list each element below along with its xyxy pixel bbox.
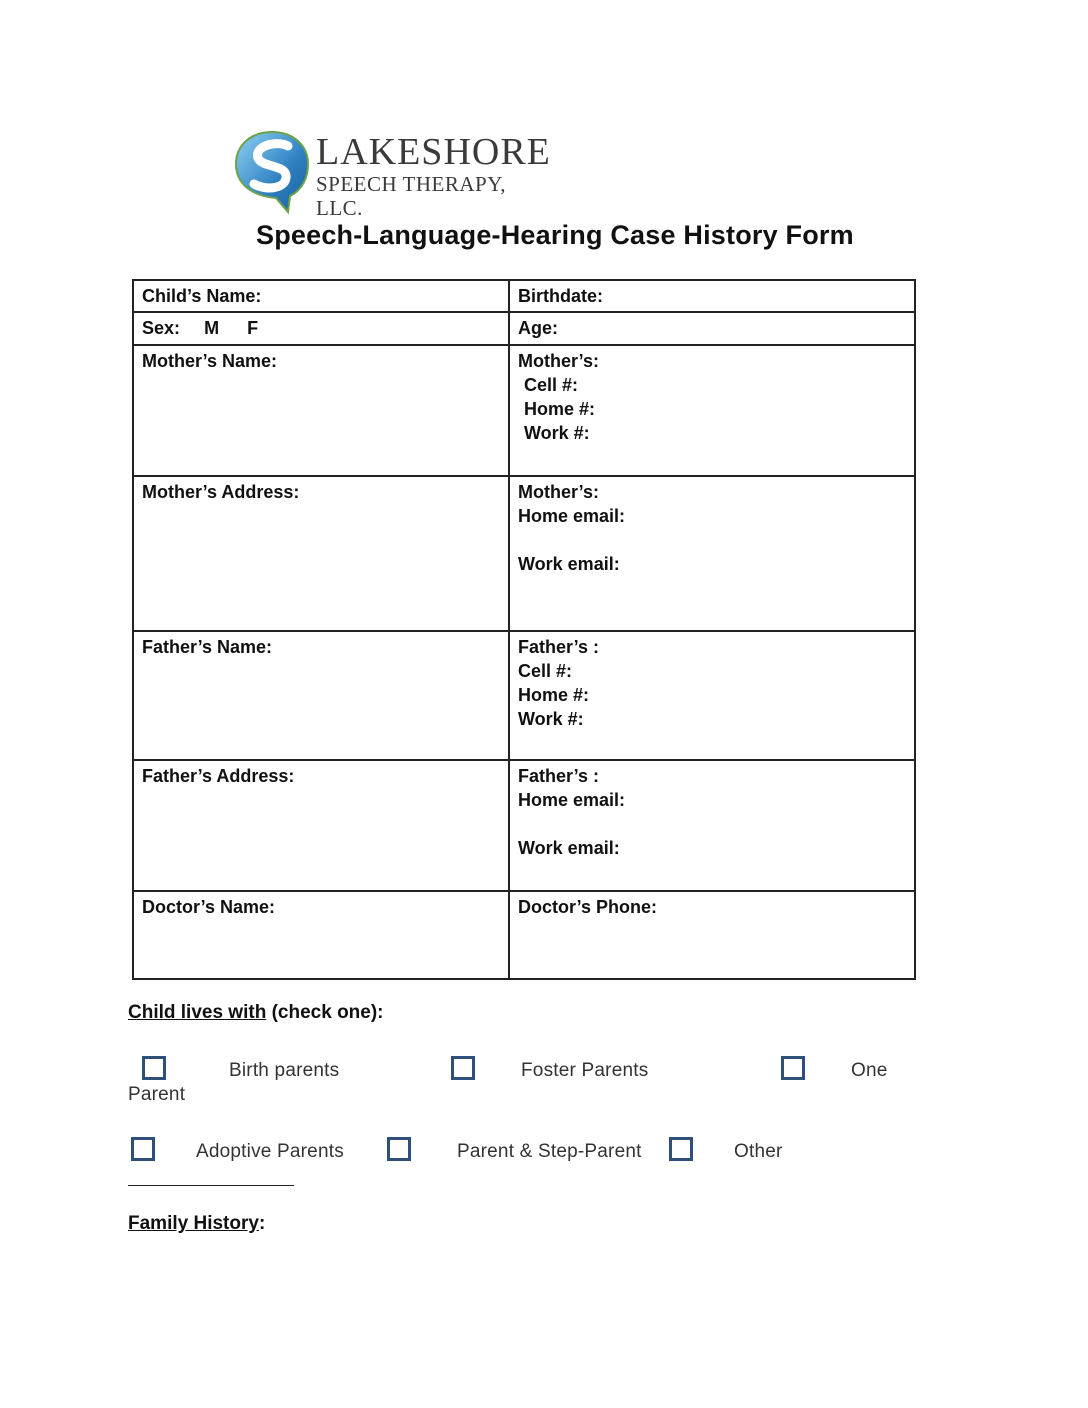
sex-label: Sex:: [142, 318, 181, 338]
fathers-name-cell[interactable]: [133, 631, 509, 760]
doctors-phone-label: Doctor’s Phone:: [518, 897, 658, 917]
foster-parents-label: Foster Parents: [521, 1060, 649, 1081]
fathers-email-heading: Father’s :: [518, 766, 600, 786]
family-history-suffix: :: [258, 1213, 266, 1234]
childs-name-cell[interactable]: [133, 280, 509, 312]
logo-line2: SPEECH THERAPY, LLC.: [316, 172, 506, 220]
lives-with-suffix: (check one):: [266, 1002, 384, 1023]
doctors-phone-cell[interactable]: [509, 891, 915, 979]
client-info-table: [132, 279, 916, 980]
mothers-address-label: Mother’s Address:: [142, 482, 300, 502]
birth-parents-label: Birth parents: [229, 1060, 340, 1081]
sex-option-m[interactable]: M: [204, 318, 220, 338]
speech-bubble-s-logo-icon: [232, 128, 312, 216]
mothers-email-heading: Mother’s:: [518, 482, 599, 502]
fathers-email-cell[interactable]: [509, 760, 915, 891]
mothers-phone-heading: Mother’s:: [518, 351, 599, 371]
adoptive-parents-label: Adoptive Parents: [196, 1141, 344, 1162]
one-parent-checkbox[interactable]: [781, 1056, 805, 1080]
one-parent-label-line1: One: [851, 1060, 888, 1081]
fathers-phone-heading: Father’s :: [518, 637, 600, 657]
other-label: Other: [734, 1141, 783, 1162]
form-title: Speech-Language-Hearing Case History Form: [256, 220, 854, 250]
mothers-work-label: Work #:: [524, 423, 590, 443]
mothers-cell-label: Cell #:: [524, 375, 579, 395]
logo-line1: LAKESHORE: [316, 131, 551, 173]
foster-parents-checkbox[interactable]: [451, 1056, 475, 1080]
lives-with-heading: [128, 1002, 384, 1024]
other-checkbox[interactable]: [669, 1137, 693, 1161]
fathers-home-email-label: Home email:: [518, 790, 626, 810]
mothers-home-email-label: Home email:: [518, 506, 626, 526]
age-label: Age:: [518, 318, 558, 338]
one-parent-label-line2: Parent: [128, 1084, 186, 1105]
birthdate-cell[interactable]: [509, 280, 915, 312]
doctors-name-cell[interactable]: [133, 891, 509, 979]
company-logo: [232, 128, 552, 218]
fathers-phone-cell[interactable]: [509, 631, 915, 760]
mothers-work-email-label: Work email:: [518, 554, 620, 574]
fathers-home-label: Home #:: [518, 685, 590, 705]
fathers-work-label: Work #:: [518, 709, 584, 729]
fathers-name-label: Father’s Name:: [142, 637, 273, 657]
mothers-email-cell[interactable]: [509, 476, 915, 631]
sex-cell[interactable]: [133, 312, 509, 345]
mothers-name-cell[interactable]: [133, 345, 509, 476]
fathers-cell-label: Cell #:: [518, 661, 573, 681]
parent-step-parent-label: Parent & Step-Parent: [457, 1141, 642, 1162]
age-cell[interactable]: [509, 312, 915, 345]
family-history-heading: [128, 1213, 265, 1235]
parent-step-parent-checkbox[interactable]: [387, 1137, 411, 1161]
sex-option-f[interactable]: F: [247, 318, 259, 338]
mothers-phone-cell[interactable]: [509, 345, 915, 476]
fathers-address-label: Father’s Address:: [142, 766, 295, 786]
mothers-name-label: Mother’s Name:: [142, 351, 278, 371]
other-specify-line[interactable]: [128, 1185, 294, 1186]
fathers-address-cell[interactable]: [133, 760, 509, 891]
birth-parents-checkbox[interactable]: [142, 1056, 166, 1080]
fathers-work-email-label: Work email:: [518, 838, 620, 858]
birthdate-label: Birthdate:: [518, 286, 603, 306]
childs-name-label: Child’s Name:: [142, 286, 262, 306]
lives-with-title: Child lives with: [128, 1002, 267, 1023]
family-history-title: Family History: [128, 1213, 259, 1234]
mothers-address-cell[interactable]: [133, 476, 509, 631]
adoptive-parents-checkbox[interactable]: [131, 1137, 155, 1161]
mothers-home-label: Home #:: [524, 399, 596, 419]
doctors-name-label: Doctor’s Name:: [142, 897, 276, 917]
